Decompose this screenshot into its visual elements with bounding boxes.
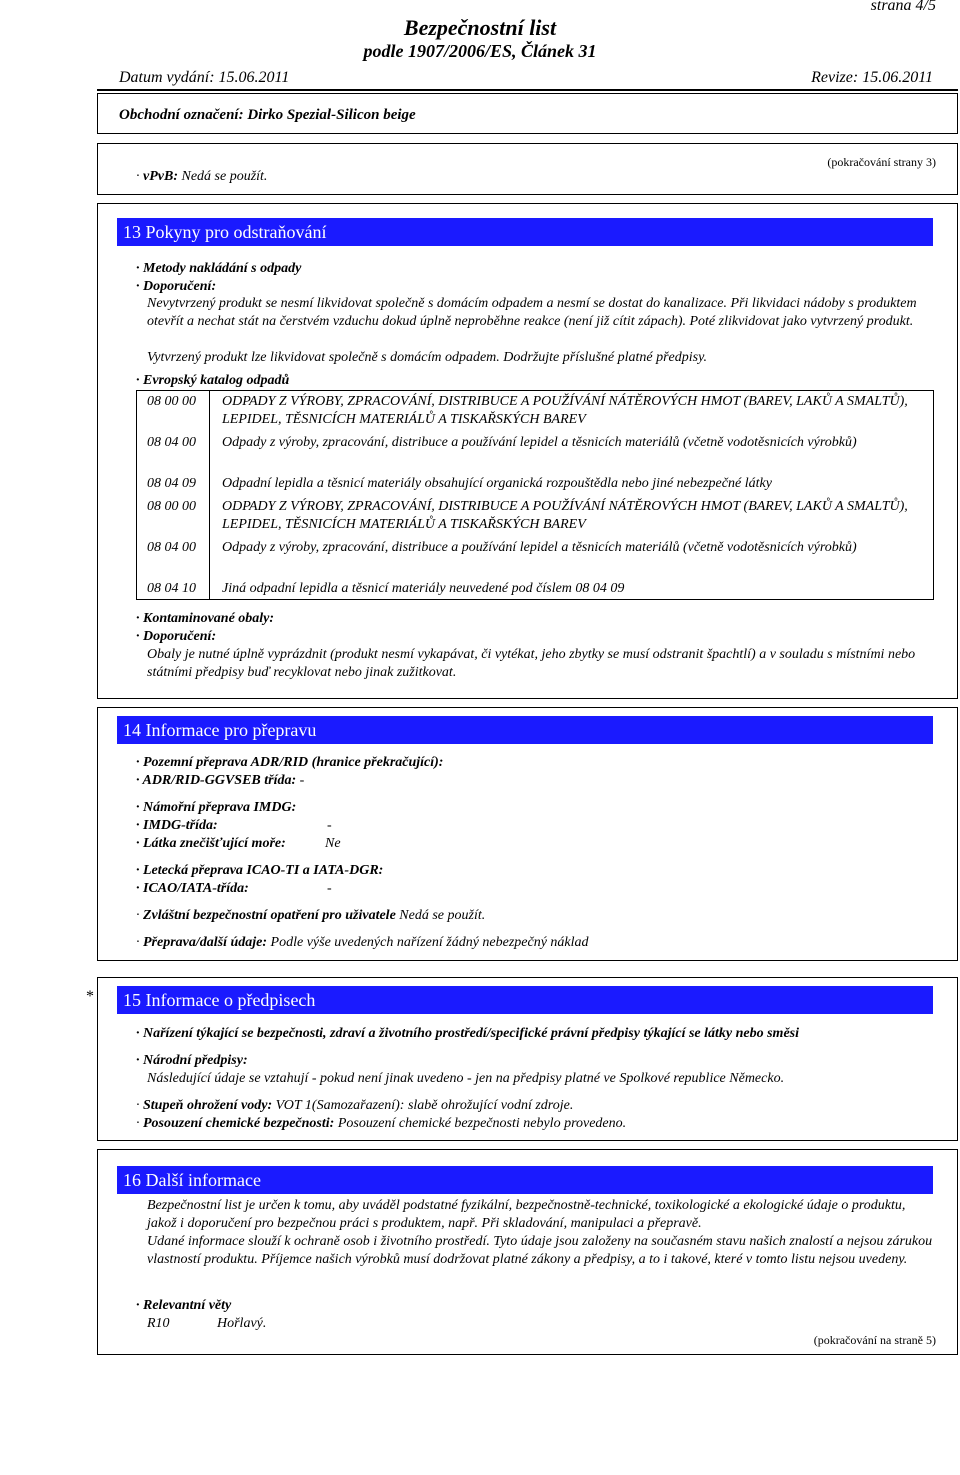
r-phrase: R10 Hořlavý. xyxy=(147,1316,267,1331)
water-hazard: · Stupeň ohrožení vody: VOT 1(Samozařazení): slabě ohrožující vodní zdroje. xyxy=(136,1098,574,1113)
packaging-text: Obaly je nutné úplně vyprázdnit (produkt nesmí vykapávat, či vytékat, jeho zbytky se musí odstranit špachtlí) a v souladu s místními nebo státními předpisy buď recyklovat nebo jinak zužitkovat. xyxy=(147,647,916,680)
section-15 xyxy=(97,977,958,1141)
relevant-phrases-label: · Relevantní věty xyxy=(136,1298,232,1313)
document-title: Bezpečnostní list xyxy=(403,15,557,40)
section-16 xyxy=(97,1149,958,1355)
table-divider xyxy=(209,391,210,599)
header-rule xyxy=(97,89,958,91)
national-regs-label: · Národní předpisy: xyxy=(136,1053,248,1068)
regulations-label: · Nařízení týkající se bezpečnosti, zdraví a životního prostředí/specifické právní předpisy týkající se látky nebo směsi xyxy=(136,1026,799,1041)
section-13 xyxy=(97,203,958,699)
section-15-title: 15 Informace o předpisech xyxy=(117,986,933,1014)
packaging-label: · Kontaminované obaly: xyxy=(136,611,275,626)
section-13-title: 13 Pokyny pro odstraňování xyxy=(117,218,933,246)
special-precautions: · Zvláštní bezpečnostní opatření pro uživatele Nedá se použít. xyxy=(136,908,486,923)
revision-date: Revize: 15.06.2011 xyxy=(811,69,933,86)
waste-catalog-table: 08 00 00 ODPADY Z VÝROBY, ZPRACOVÁNÍ, DISTRIBUCE A POUŽÍVÁNÍ NÁTĚROVÝCH HMOT (BAREV, LAKŮ A SMALTŮ), LEPIDEL, TĚSNICÍCH MATERIÁLŮ A TISKAŘSKÝCH BAREV 08 04 00 Odpady z výroby, zpracování, distribuce a používání lepidel a těsnicích materiálů (včetně vodotěsnicích výrobků) 08 04 09 Odpadní lepidla a těsnicí materiály obsahující organická rozpouštědla nebo jiné nebezpečné látky 08 00 00 ODPADY Z VÝROBY, ZPRACOVÁNÍ, DISTRIBUCE A POUŽÍVÁNÍ NÁTĚROVÝCH HMOT (BAREV, LAKŮ A SMALTŮ), LEPIDEL, TĚSNICÍCH MATERIÁLŮ A TISKAŘSKÝCH BAREV 08 04 00 Odpady z výroby, zpracování, distribuce a používání lepidel a těsnicích materiálů (včetně vodotěsnicích výrobků) 08 04 10 Jiná odpadní lepidla a těsnicí materiály neuvedené pod číslem 08 04 09 xyxy=(136,390,934,600)
waste-catalog-label: · Evropský katalog odpadů xyxy=(136,373,290,388)
section-16-title: 16 Další informace xyxy=(117,1166,933,1194)
vpvb-line: · vPvB: Nedá se použít. xyxy=(136,169,268,184)
imdg-class: · IMDG-třída: - xyxy=(136,818,332,833)
continuation-next: (pokračování na straně 5) xyxy=(813,1333,936,1347)
recommendation-label: · Doporučení: xyxy=(136,279,217,294)
continuation-box xyxy=(97,143,958,195)
marine-pollutant: · Látka znečišťující moře: Ne xyxy=(136,836,341,851)
sea-transport-label: · Námořní přeprava IMDG: xyxy=(136,800,297,815)
info-text-1: Bezpečnostní list je určen k tomu, aby uváděl podstatné fyzikální, bezpečnostně-technické, toxikologické a ekologické údaje o produktu, jakož i doporučení pro bezpečnou práci s produktem, např. Při skladování, manipulaci a přepravě. xyxy=(147,1198,906,1231)
section-14 xyxy=(97,707,958,961)
land-transport-label: · Pozemní přeprava ADR/RID (hranice překračující): xyxy=(136,755,444,770)
transport-other: · Přeprava/další údaje: Podle výše uvedených nařízení žádný nebezpečný náklad xyxy=(136,935,589,950)
national-regs-text: Následující údaje se vztahují - pokud není jinak uvedeno - jen na předpisy platné ve Spolkové republice Německo. xyxy=(147,1071,785,1086)
adr-class: · ADR/RID-GGVSEB třída: - xyxy=(136,773,305,788)
trade-name-box xyxy=(97,93,958,134)
page-number: strana 4/5 xyxy=(870,0,936,14)
info-text-2: Udané informace slouží k ochraně osob i životního prostředí. Tyto údaje jsou založeny na současném stavu našich znalostí a nejsou zárukou vlastností produktu. Příjemce našich výrobků musí dodržovat platné zákony a předpisy, a to i takové, které v tomto listu nejsou uvedeny. xyxy=(147,1234,933,1267)
vpvb-value: Nedá se použít. xyxy=(181,169,268,184)
document-subtitle: podle 1907/2006/ES, Článek 31 xyxy=(363,41,597,61)
revision-star: * xyxy=(86,988,94,1005)
cured-product-text: Vytvrzený produkt lze likvidovat společně s domácím odpadem. Dodržujte příslušné platné předpisy. xyxy=(147,350,708,365)
recommendation-label-2: · Doporučení: xyxy=(136,629,217,644)
section-14-title: 14 Informace pro přepravu xyxy=(117,716,933,744)
disposal-text: Nevytvrzený produkt se nesmí likvidovat společně s domácím odpadem a nesmí se dostat do kanalizace. Při likvidaci nádoby s produktem otevřít a nechat stát na čerstvém vzduchu dokud úplně neproběhne reakce (není již cítit zápach). Poté zlikvidovat jako vytvrzený produkt. xyxy=(147,296,917,329)
icao-class: · ICAO/IATA-třída: - xyxy=(136,881,332,896)
chemical-safety: · Posouzení chemické bezpečnosti: Posouzení chemické bezpečnosti nebylo provedeno. xyxy=(136,1116,627,1131)
vpvb-label: vPvB: xyxy=(143,169,178,184)
trade-name: Obchodní označení: Dirko Spezial-Silicon beige xyxy=(119,107,416,123)
waste-methods-label: · Metody nakládání s odpady xyxy=(136,261,302,276)
air-transport-label: · Letecká přeprava ICAO-TI a IATA-DGR: xyxy=(136,863,384,878)
issue-date: Datum vydání: 15.06.2011 xyxy=(119,69,290,86)
continuation-from: (pokračování strany 3) xyxy=(827,155,936,169)
